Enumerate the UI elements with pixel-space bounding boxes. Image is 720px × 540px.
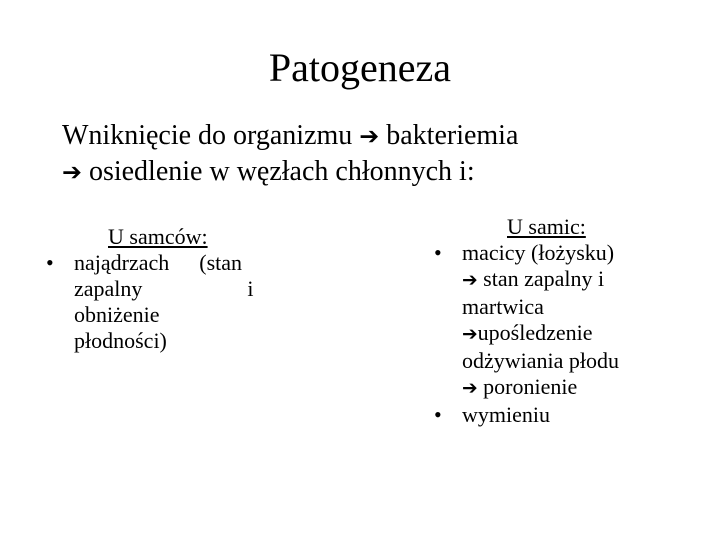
bullet-line: ➔upośledzenie bbox=[462, 320, 593, 345]
bullet-line: ➔ stan zapalny i bbox=[462, 266, 605, 291]
bullet-line: ➔ poronienie bbox=[462, 374, 578, 399]
bullet-line: macicy (łożysku) bbox=[462, 240, 615, 265]
bullet-line: płodności) bbox=[74, 328, 167, 353]
bullet-line: odżywiania płodu bbox=[462, 348, 620, 373]
right-column bbox=[430, 214, 690, 428]
bullet-line: zapalny i bbox=[74, 276, 254, 301]
bullet-line: obniżenie bbox=[74, 302, 160, 327]
intro-line2-text: osiedlenie w węzłach chłonnych i: bbox=[88, 156, 475, 187]
intro-line1-text: Wniknięcie do organizmu bbox=[62, 120, 353, 151]
arrow-right-icon: ➔ bbox=[359, 122, 380, 150]
intro-line1 bbox=[62, 120, 518, 151]
bullet-line: martwica bbox=[462, 294, 544, 319]
list-item bbox=[42, 250, 292, 354]
bullet-line: najądrzach (stan bbox=[74, 250, 243, 275]
arrow-right-icon: ➔ bbox=[62, 158, 82, 186]
intro-line2 bbox=[62, 156, 475, 187]
arrow-right-icon: ➔ bbox=[462, 378, 478, 399]
left-column-heading: U samców: bbox=[108, 224, 208, 249]
arrow-right-icon: ➔ bbox=[462, 270, 478, 291]
list-item bbox=[430, 402, 690, 428]
intro-text bbox=[62, 118, 682, 190]
list-item bbox=[430, 240, 690, 402]
bullet-icon: • bbox=[434, 240, 442, 265]
slide-title: Patogeneza bbox=[268, 45, 452, 90]
right-column-heading: U samic: bbox=[507, 214, 586, 239]
bullet-icon: • bbox=[46, 250, 54, 275]
bullet-icon: • bbox=[434, 402, 442, 427]
intro-line1-after: bakteriemia bbox=[386, 120, 519, 151]
bullet-line: wymieniu bbox=[462, 402, 550, 427]
arrow-right-icon: ➔ bbox=[462, 324, 478, 345]
left-column bbox=[42, 224, 292, 354]
